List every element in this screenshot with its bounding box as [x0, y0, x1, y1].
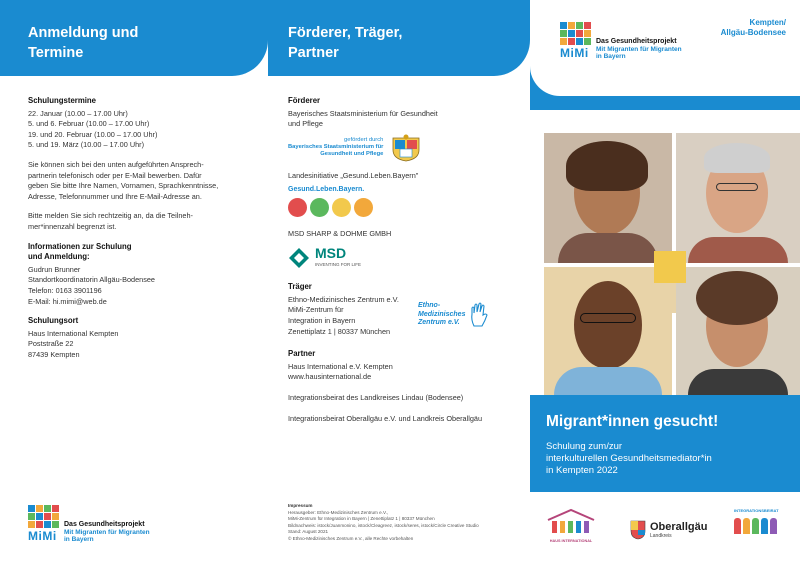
region-label: Kempten/ Allgäu-Bodensee — [720, 18, 786, 37]
oberallgaeu-crest-icon — [630, 520, 646, 540]
email-link[interactable]: E-Mail: hi.mimi@web.de — [28, 296, 107, 306]
hand-icon — [469, 302, 489, 328]
panel-anmeldung — [0, 0, 268, 566]
traeger: Träger Ethno-Medizinisches Zentrum e.V. MiMi-Zentrum für Integration in Bayern Zenettiplatz 1 | 80337 München Ethno- Medizinisches Zentrum e.V. — [288, 282, 512, 337]
hausinternational-link[interactable]: www.hausinternational.de — [288, 372, 372, 382]
photo-young-man — [544, 267, 672, 395]
gesund-leben-bayern-logo: Gesund.Leben.Bayern. — [288, 185, 376, 217]
haus-international-logo: HAUS INTERNATIONAL — [544, 508, 598, 543]
msd-logo: MSD INVENTING FOR LIFE — [288, 246, 512, 271]
header-foerderer: Förderer, Träger, Partner — [268, 0, 530, 76]
photo-older-man — [676, 133, 800, 263]
mimi-icon — [28, 505, 60, 528]
schulungsort: Schulungsort Haus International Kempten Poststraße 22 87439 Kempten — [28, 316, 119, 359]
kontakt: Informationen zur Schulung und Anmeldung: Gudrun Brunner Standortkoordinatorin Allgäu-Bodensee Telefon: 0163 3901196 E-Mail: hi.mimi@web.de — [28, 242, 268, 308]
photo-woman-smiling — [544, 133, 672, 263]
header-anmeldung: Anmeldung und Termine — [0, 0, 268, 76]
mimi-logo-top: MiMi Das Gesundheitsprojekt Mit Migranten für Migranten in Bayern — [560, 22, 682, 61]
ethno-logo: Ethno- Medizinisches Zentrum e.V. — [418, 302, 489, 328]
msd: MSD SHARP & DOHME GMBH MSD INVENTING FOR LIFE — [288, 229, 512, 270]
initiative: Landesinitiative „Gesund.Leben.Bayern" Gesund.Leben.Bayern. — [288, 171, 512, 217]
house-people-icon — [544, 508, 598, 534]
bewerbung-info: Sie können sich bei den unten aufgeführten Ansprech- partnerin telefonisch oder per E-Mail bewerben. Dafür geben Sie bitte Ihre Namen, Vornamen, Sprachkenntnisse, Adresse, Telefonnummer und Ihre E-Mail-Adresse an. — [28, 159, 219, 201]
panel-cover — [530, 0, 800, 566]
staatsministerium-logo: gefördert durch Bayerisches Staatsministerium für Gesundheit und Pflege — [288, 134, 512, 162]
mimi-logo-bottom: MiMi Das Gesundheitsprojekt Mit Migranten für Migranten in Bayern — [28, 505, 150, 544]
cover-title-block — [530, 395, 800, 492]
schulungstermine: Schulungstermine 22. Januar (10.00 – 17.00 Uhr) 5. und 6. Februar (10.00 – 17.00 Uhr) 19. und 20. Februar (10.00 – 17.00 Uhr) 5. und 19. März (10.00 – 17.00 Uhr) — [28, 96, 158, 150]
partner: Partner Haus International e.V. Kempten www.hausinternational.de — [288, 349, 512, 383]
integrationsbeirat-logo: INTEGRATIONSBEIRAT — [734, 508, 790, 534]
impressum: Impressum Herausgeber: Ethno-Medizinisches Zentrum e.V., MiMi-Zentrum für Integration in Bayern | Zenettiplatz 1 | 80337 München Bildnachweis: istock/Juanmonino, istock/Cleagreez, istock/seres, istock/Circle Creative Studio Stand: August 2021 © Ethno-Medizinisches Zentrum e.V., alle Rechte vorbehalten — [288, 503, 479, 541]
bavarian-crest-icon — [389, 134, 423, 162]
hinweis: Bitte melden Sie sich rechtzeitig an, da die Teilneh- mer*innenzahl begrenzt ist. — [28, 211, 193, 231]
photo-collage — [544, 133, 800, 395]
cover-subtitle: Schulung zum/zur interkulturellen Gesundheitsmediator*in in Kempten 2022 — [546, 441, 712, 476]
mimi-icon — [560, 22, 592, 45]
oberallgaeu-logo: Oberallgäu Landkreis — [630, 520, 707, 540]
msd-diamond-icon — [288, 247, 310, 269]
panel-foerderer: Förderer, Träger, Partner Förderer Bayerisches Staatsministerium für Gesundheit und Pflege gefördert durch Bayerisches Staatsministerium für Gesundheit und Pflege Landesinitiative „Gesund.Leben.Bayern" Gesund.Leben.Bayern. MSD SHARP & DOHME GMBH MSD INVENTING FOR LIFE Träger Ethno-Medizinisches Zentrum e.V. MiMi-Zentrum für Integration in Bayern Zenettiplatz 1 | 80337 München Ethno- Medizinisches Zentrum e.V. Partner Haus International e.V. Kempten www.hausinternational.de Integrationsbeirat des Landkreises Lindau (Bodensee) Integrationsbeirat Oberallgäu e.V. und Landkreis Oberallgäu Impressum Herausgeber: Ethno-Medizinisches Zentrum e.V., MiMi-Zentrum für Integration in Bayern | Zenettiplatz 1 | 80337 München Bildnachweis: istock/Juanmonino, istock/Cleagreez, istock/seres, istock/Circle Creative Studio Stand: August 2021 © Ethno-Medizinisches Zentrum e.V., alle Rechte vorbehalten — [268, 0, 530, 566]
cover-title: Migrant*innen gesucht! — [546, 413, 719, 430]
foerderer: Förderer Bayerisches Staatsministerium für Gesundheit und Pflege gefördert durch Bayerisches Staatsministerium für Gesundheit und Pflege — [288, 96, 512, 162]
photo-woman-curly — [676, 267, 800, 395]
